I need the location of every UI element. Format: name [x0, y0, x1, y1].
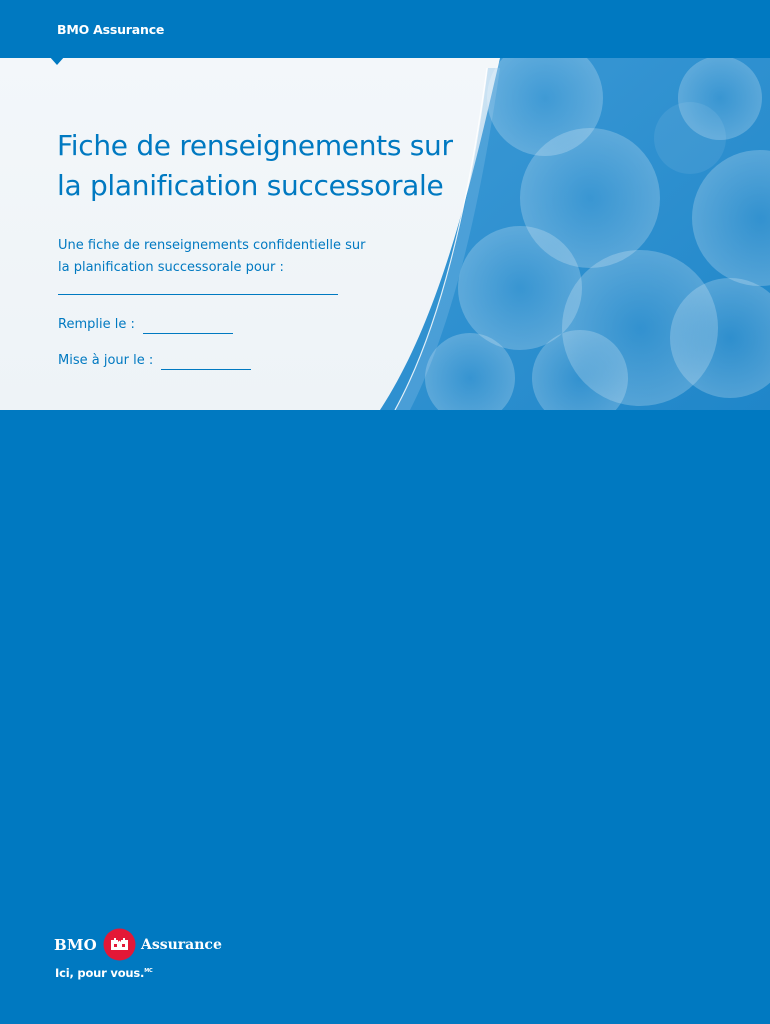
- updated-date-entry-line[interactable]: [161, 356, 251, 370]
- updated-date-field: [58, 352, 251, 370]
- title-line-1: Fiche de renseignements sur: [57, 129, 453, 162]
- bmo-assurance-logo: [54, 928, 254, 988]
- tagline-text: Ici, pour vous.: [55, 966, 145, 980]
- logo-tagline: [55, 966, 152, 980]
- updated-date-label: Mise à jour le :: [58, 353, 154, 368]
- logo-assurance-text: Assurance: [141, 937, 222, 953]
- title-line-2: la planification successorale: [57, 169, 444, 202]
- page-title: [57, 126, 477, 206]
- logo-bmo-text: BMO: [54, 936, 97, 954]
- top-bar: [0, 0, 770, 58]
- brand-label: BMO Assurance: [57, 22, 165, 37]
- filled-date-label: Remplie le :: [58, 317, 135, 332]
- subtitle-line-1: Une fiche de renseignements confidentielle sur: [58, 238, 366, 253]
- subtitle-line-2: la planification successorale pour :: [58, 260, 284, 275]
- subtitle: [58, 235, 378, 279]
- cover-band: [0, 58, 770, 410]
- tagline-mark: MC: [144, 968, 153, 975]
- name-entry-line[interactable]: [58, 294, 338, 295]
- bmo-roundel-icon: [103, 928, 136, 961]
- filled-date-entry-line[interactable]: [143, 320, 233, 334]
- header-pointer-icon: [49, 56, 65, 65]
- filled-date-field: [58, 316, 233, 334]
